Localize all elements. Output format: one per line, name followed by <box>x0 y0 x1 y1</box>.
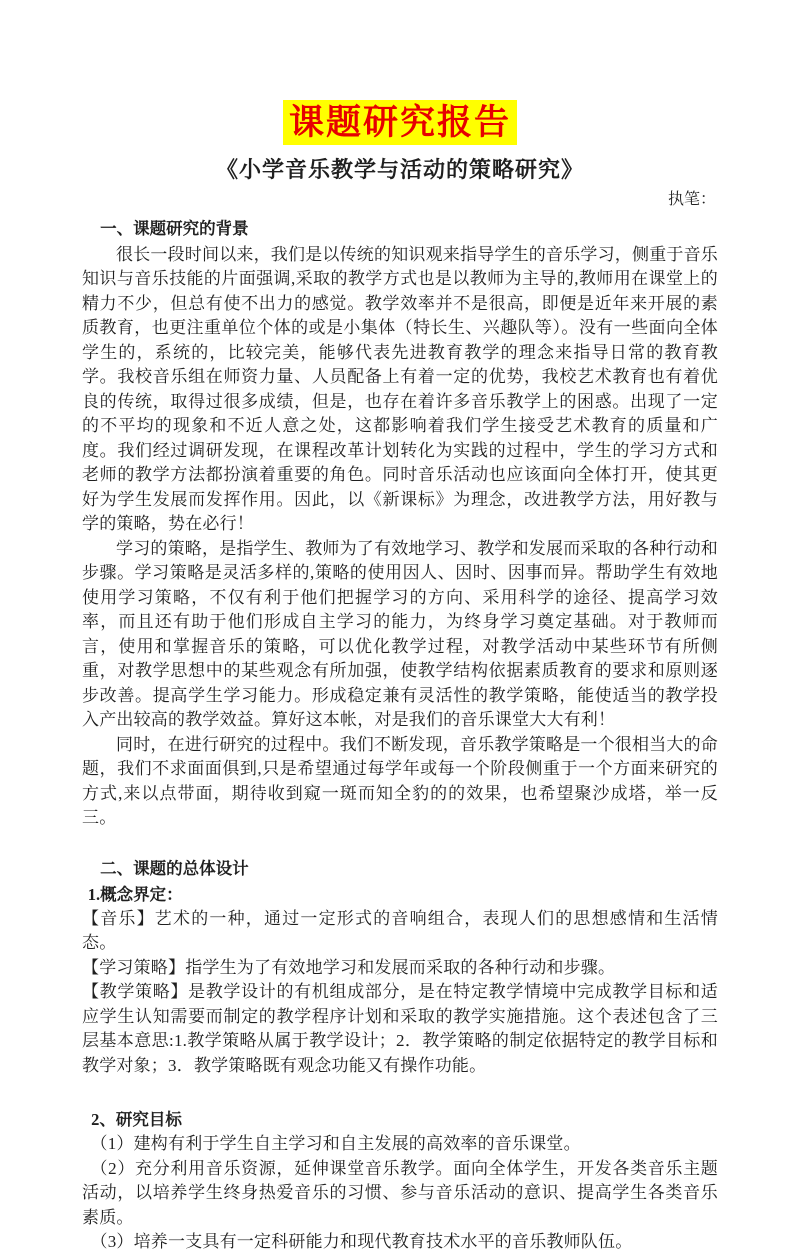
concept-definition-heading: 1.概念界定： <box>87 884 183 904</box>
document-title-banner: 课题研究报告 <box>283 100 517 145</box>
definition-learning-strategy: 【学习策略】指学生为了有效地学习和发展而采取的各种行动和步骤。 <box>82 957 616 977</box>
byline-label: 执笔： <box>667 191 716 209</box>
section-heading-design: 二、课题的总体设计 <box>100 858 249 878</box>
section-heading-background: 一、课题研究的背景 <box>100 218 249 238</box>
title-banner-wrap <box>82 100 718 145</box>
background-paragraph-1: 很长一段时间以来，我们是以传统的知识观来指导学生的音乐学习，侧重于音乐知识与音乐技能的片面强调,采取的教学方式也是以教师为主导的,教师用在课堂上的精力不少，但总有使不出力的感觉。教学效率并不是很高，即便是近年来开展的素质教育，也更注重单位个体的或是小集体（特长生、兴趣队等）。没有一些面向全体学生的，系统的，比较完美，能够代表先进教育教学的理念来指导日常的教育教学。我校音乐组在师资力量、人员配备上有着一定的优势，我校艺术教育也有着优良的传统，取得过很多成绩，但是，也存在着许多音乐教学上的困惑。出现了一定的不平均的现象和不近人意之处，这都影响着我们学生接受艺术教育的质量和广度。我们经过调研发现，在课程改革计划转化为实践的过程中，学生的学习方式和老师的教学方法都扮演着重要的角色。同时音乐活动也应该面向全体打开，使其更好为学生发展而发挥作用。因此，以《新课标》为理念，改进教学方法，用好教与学的策略，势在必行！ <box>82 244 718 534</box>
research-goal-3: （3）培养一支具有一定科研能力和现代教育技术水平的音乐教师队伍。 <box>90 1232 633 1252</box>
research-goal-1: （1）建构有利于学生自主学习和自主发展的高效率的音乐课堂。 <box>90 1134 581 1154</box>
research-goal-2: （2）充分利用音乐资源，延伸课堂音乐教学。面向全体学生，开发各类音乐主题活动，以培养学生终身热爱音乐的习惯、参与音乐活动的意识、提高学生各类音乐素质。 <box>82 1158 718 1227</box>
background-paragraph-3: 同时，在进行研究的过程中。我们不断发现，音乐教学策略是一个很相当大的命题，我们不求面面俱到,只是希望通过每学年或每一个阶段侧重于一个方面来研究的方式,来以点带面，期待收到窥一斑而知全豹的的效果，也希望聚沙成塔，举一反三。 <box>82 734 718 828</box>
research-goals-heading: 2、研究目标 <box>91 1110 182 1130</box>
document-subtitle: 《小学音乐教学与活动的策略研究》 <box>215 157 584 183</box>
definition-teaching-strategy: 【教学策略】是教学设计的有机组成部分，是在特定教学情境中完成教学目标和适应学生认知需要而制定的教学程序计划和采取的教学实施措施。这个表述包含了三层基本意思:1.教学策略从属于教学设计；2．教学策略的制定依据特定的教学目标和教学对象；3．教学策略既有观念功能又有操作功能。 <box>82 982 718 1075</box>
definition-music: 【音乐】艺术的一种，通过一定形式的音响组合，表现人们的思想感情和生活情态。 <box>82 908 718 953</box>
background-paragraph-2: 学习的策略，是指学生、教师为了有效地学习、教学和发展而采取的各种行动和步骤。学习策略是灵活多样的,策略的使用因人、因时、因事而异。帮助学生有效地使用学习策略，不仅有利于他们把握学习的方向、采用科学的途径、提高学习效率，而且还有助于他们形成自主学习的能力，为终身学习奠定基础。对于教师而言，使用和掌握音乐的策略，可以优化教学过程，对教学活动中某些环节有所侧重，对教学思想中的某些观念有所加强，使教学结构依据素质教育的要求和原则逐步改善。提高学生学习能力。形成稳定兼有灵活性的教学策略，能使适当的教学投入产出较高的教学效益。算好这本帐，对是我们的音乐课堂大大有利！ <box>82 538 718 730</box>
